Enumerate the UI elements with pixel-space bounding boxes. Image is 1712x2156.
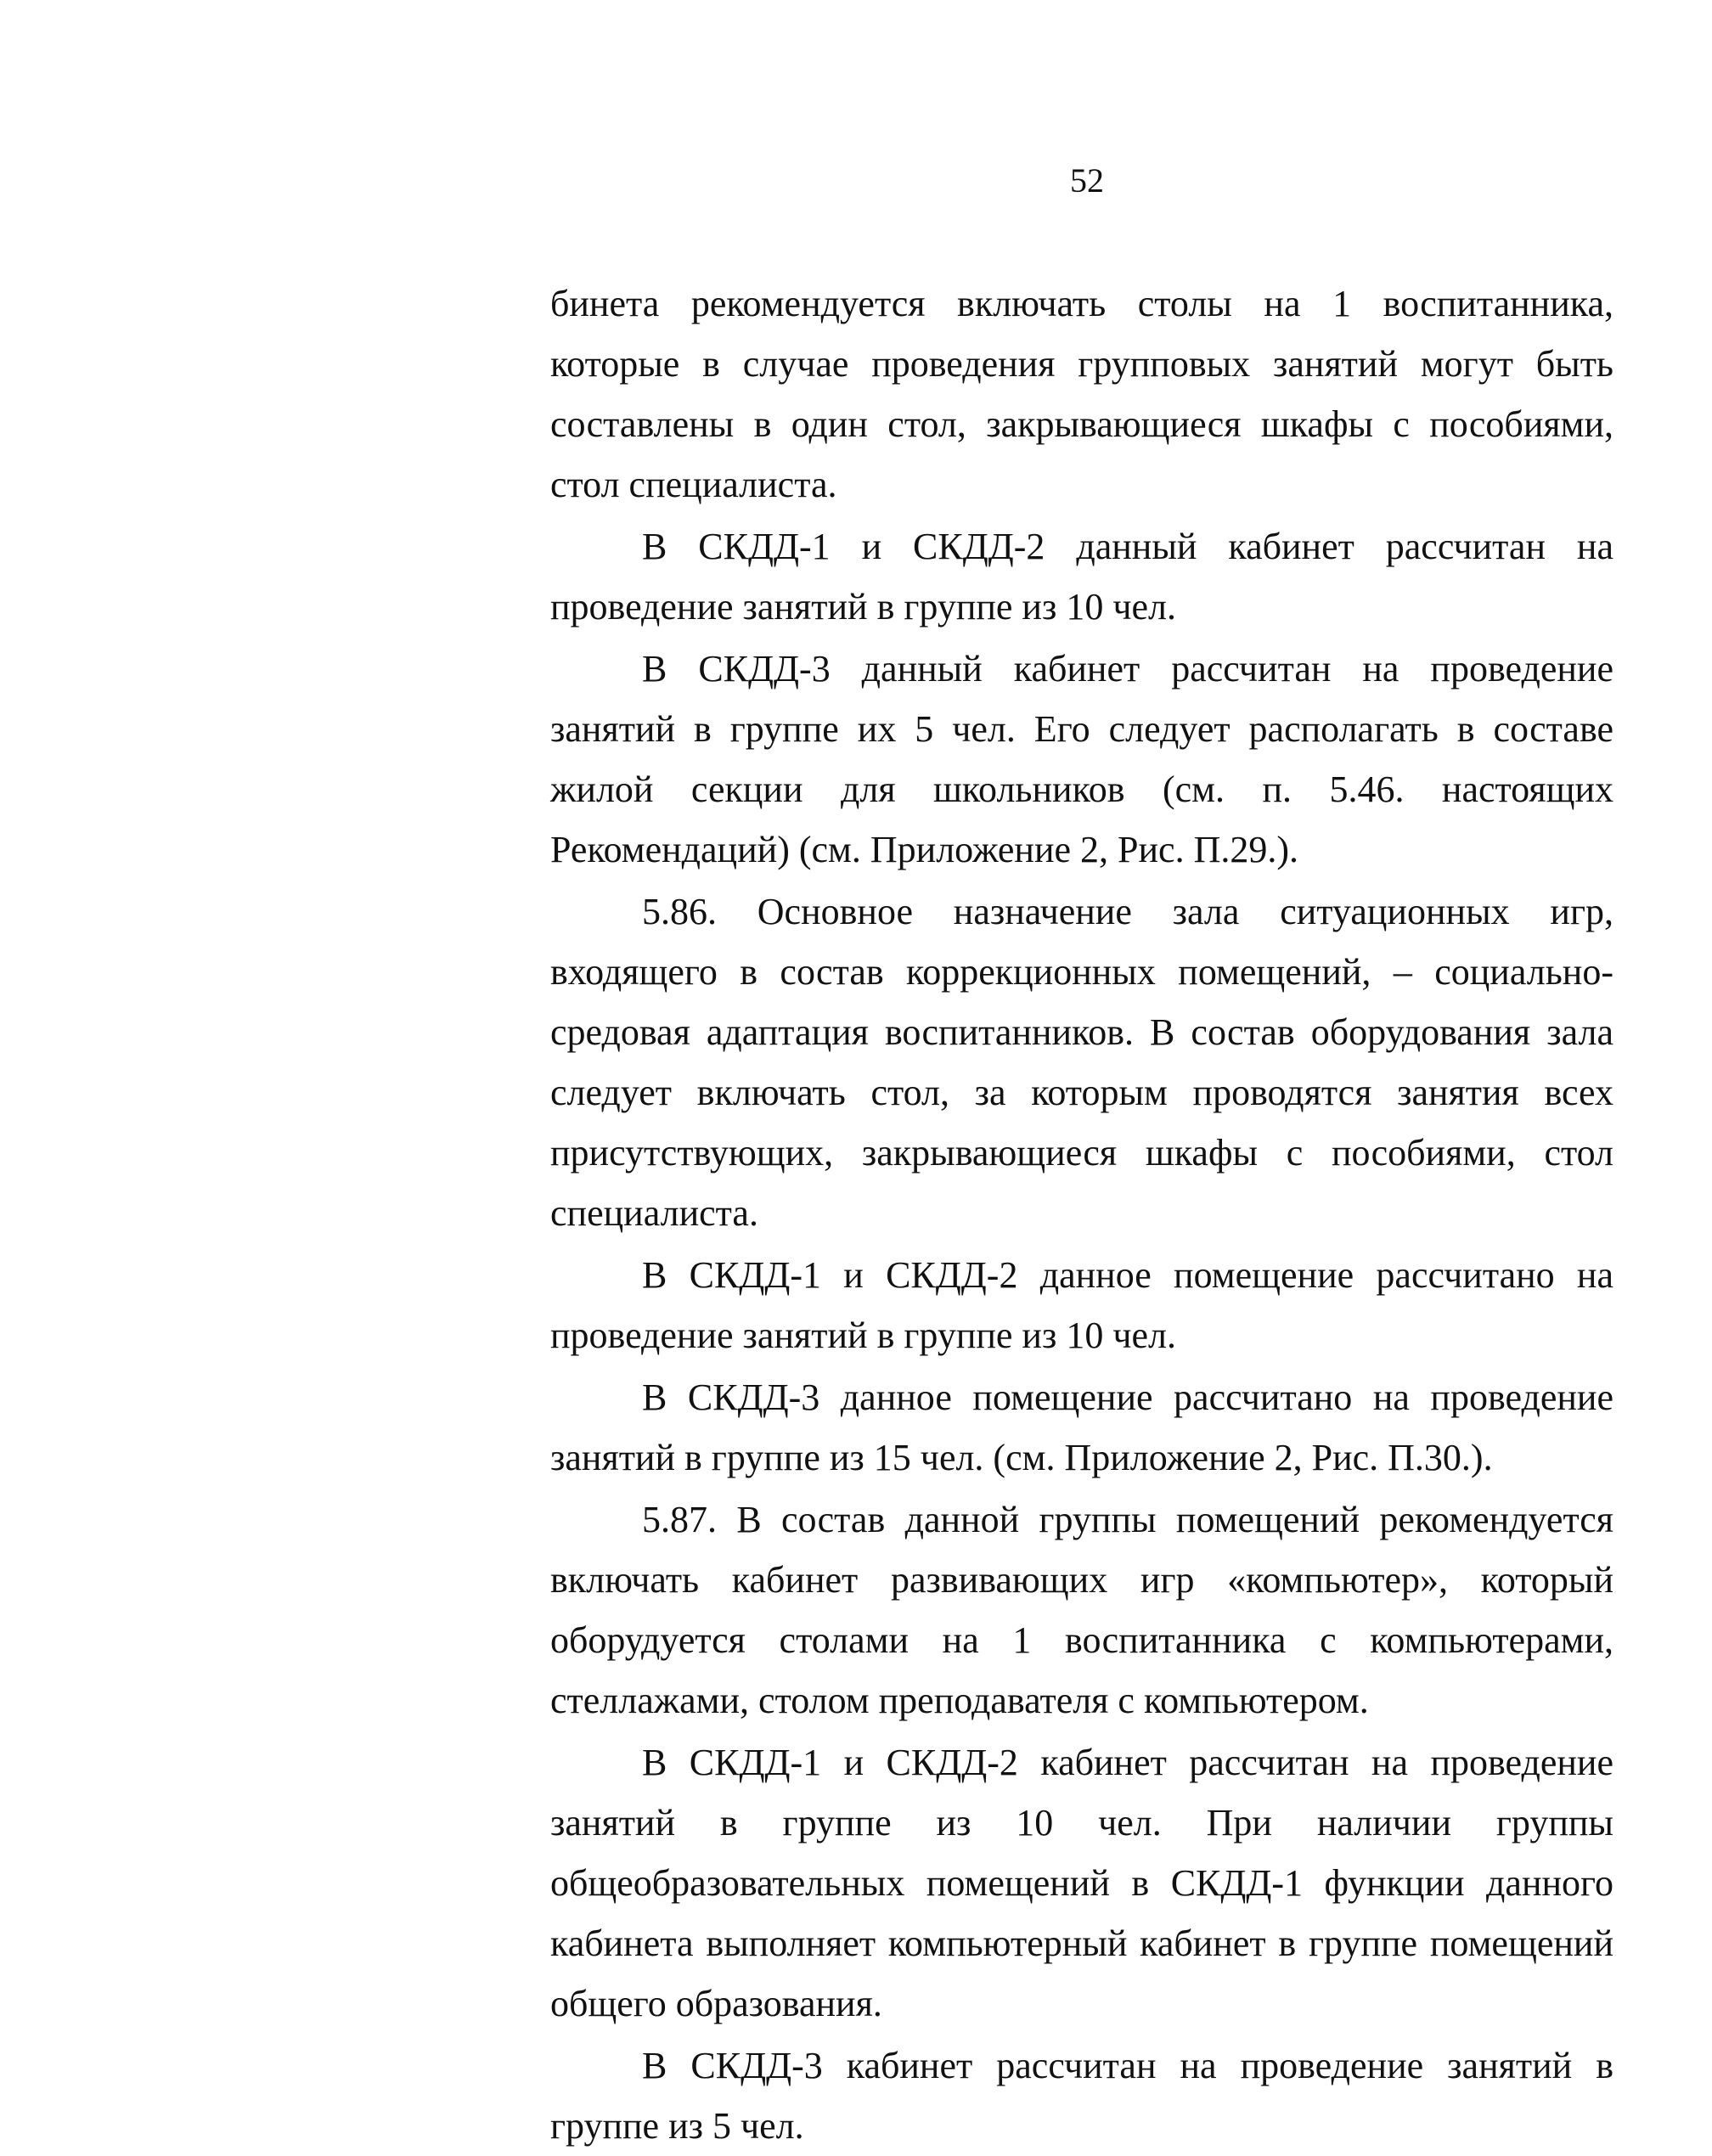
paragraph-cabinet-equipment: бинета рекомендуется включать столы на 1 воспитанника, которые в случае проведения групповых занятий могут быть составлены в один стол, закрывающиеся шкафы с пособиями, стол специалиста.	[550, 283, 1613, 505]
document-body	[550, 273, 1613, 2156]
paragraph-skdd12-cabinet: В СКДД-1 и СКДД-2 данный кабинет рассчитан на проведение занятий в группе из 10 чел.	[550, 526, 1613, 628]
paragraph-5-87: 5.87. В состав данной группы помещений рекомендуется включать кабинет развивающих игр «компьютер», который оборудуется столами на 1 воспитанника с компьютерами, стеллажами, столом преподавателя с компьютером.	[550, 1499, 1613, 1721]
page-number: 52	[1070, 161, 1104, 200]
paragraph-skdd12-hall: В СКДД-1 и СКДД-2 данное помещение рассчитано на проведение занятий в группе из 10 чел.	[550, 1254, 1613, 1356]
paragraph-skdd12-computer: В СКДД-1 и СКДД-2 кабинет рассчитан на проведение занятий в группе из 10 чел. При наличии группы общеобразовательных помещений в СКДД-1 функции данного кабинета выполняет компьютерный кабинет в группе помещений общего образования.	[550, 1742, 1613, 2024]
paragraph-skdd3-cabinet: В СКДД-3 данный кабинет рассчитан на проведение занятий в группе их 5 чел. Его следует располагать в составе жилой секции для школьников (см. п. 5.46. настоящих Рекомендаций) (см. Приложение 2, Рис. П.29.).	[550, 648, 1613, 870]
paragraph-5-86: 5.86. Основное назначение зала ситуационных игр, входящего в состав коррекционных помещений, – социально-средовая адаптация воспитанников. В состав оборудования зала следует включать стол, за которым проводятся занятия всех присутствующих, закрывающиеся шкафы с пособиями, стол специалиста.	[550, 891, 1613, 1234]
paragraph-skdd3-computer: В СКДД-3 кабинет рассчитан на проведение занятий в группе из 5 чел.	[550, 2045, 1613, 2147]
paragraph-skdd3-hall: В СКДД-3 данное помещение рассчитано на проведение занятий в группе из 15 чел. (см. Приложение 2, Рис. П.30.).	[550, 1376, 1613, 1478]
